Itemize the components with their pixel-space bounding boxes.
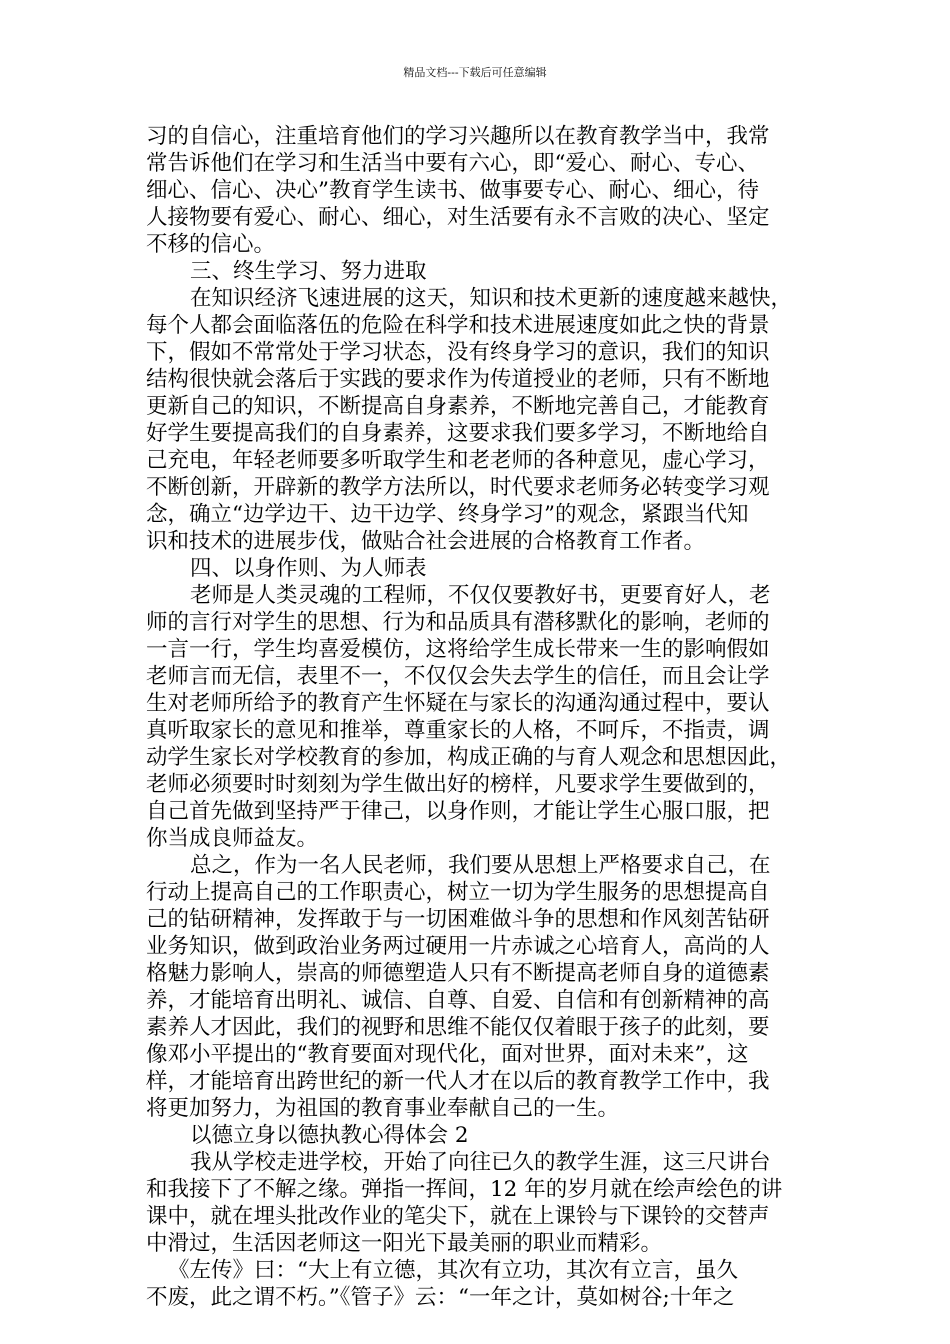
text-line: 业务知识，做到政治业务两过硬用一片赤诚之心培育人，高尚的人 bbox=[146, 934, 770, 959]
text-line: 自己首先做到坚持严于律己，以身作则，才能让学生心服口服，把 bbox=[146, 799, 770, 824]
page-header: 精品文档---下载后可任意编辑 bbox=[403, 66, 547, 79]
text-line: 老师是人类灵魂的工程师，不仅仅要教好书，更要育好人，老 bbox=[190, 583, 771, 608]
text-line: 你当成良师益友。 bbox=[146, 826, 319, 851]
text-line: 真听取家长的意见和推举，尊重家长的人格，不呵斥，不指责，调 bbox=[146, 718, 770, 743]
text-line: 三、终生学习、努力进取 bbox=[190, 259, 427, 284]
text-line: 素养人才因此，我们的视野和思维不能仅仅着眼于孩子的此刻，要 bbox=[146, 1015, 770, 1040]
text-line: 格魅力影响人，崇高的师德塑造人只有不断提高老师自身的道德素 bbox=[146, 961, 770, 986]
text-line: 中滑过，生活因老师这一阳光下最美丽的职业而精彩。 bbox=[146, 1231, 663, 1256]
text-line: 识和技术的进展步伐，做贴合社会进展的合格教育工作者。 bbox=[146, 529, 706, 554]
text-line: 行动上提高自己的工作职责心，树立一切为学生服务的思想提高自 bbox=[146, 880, 770, 905]
text-line: 细心、信心、决心”教育学生读书、做事要专心、耐心、细心，待 bbox=[146, 178, 759, 203]
text-line: 己的钻研精神，发挥敢于与一切困难做斗争的思想和作风刻苦钻研 bbox=[146, 907, 770, 932]
text-line: 老师必须要时时刻刻为学生做出好的榜样，凡要求学生要做到的， bbox=[146, 772, 770, 797]
text-line: 不移的信心。 bbox=[146, 232, 276, 257]
text-line: 以德立身以德执教心得体会 2 bbox=[190, 1123, 469, 1148]
text-line: 我从学校走进学校，开始了向往已久的教学生涯，这三尺讲台 bbox=[190, 1150, 771, 1175]
text-line: 常告诉他们在学习和生活当中要有六心，即“爱心、耐心、专心、 bbox=[146, 151, 759, 176]
text-line: 像邓小平提出的“教育要面对现代化，面对世界，面对未来”，这 bbox=[146, 1042, 749, 1067]
text-line: 总之，作为一名人民老师，我们要从思想上严格要求自己，在 bbox=[190, 853, 771, 878]
text-line: 养，才能培育出明礼、诚信、自尊、自爱、自信和有创新精神的高 bbox=[146, 988, 770, 1013]
text-line: 每个人都会面临落伍的危险在科学和技术进展速度如此之快的背景 bbox=[146, 313, 770, 338]
text-line: 己充电，年轻老师要多听取学生和老老师的各种意见，虚心学习， bbox=[146, 448, 770, 473]
text-line: 和我接下了不解之缘。弹指一挥间，12 年的岁月就在绘声绘色的讲 bbox=[146, 1177, 783, 1202]
text-line: 念，确立“边学边干、边干边学、终身学习”的观念，紧跟当代知 bbox=[146, 502, 749, 527]
text-line: 生对老师所给予的教育产生怀疑在与家长的沟通沟通过程中，要认 bbox=[146, 691, 770, 716]
text-line: 四、以身作则、为人师表 bbox=[190, 556, 427, 581]
text-line: 习的自信心，注重培育他们的学习兴趣所以在教育教学当中，我常 bbox=[146, 124, 770, 149]
text-line: 老师言而无信，表里不一，不仅仅会失去学生的信任，而且会让学 bbox=[146, 664, 770, 689]
text-line: 人接物要有爱心、耐心、细心，对生活要有永不言败的决心、坚定 bbox=[146, 205, 770, 230]
text-line: 《左传》曰：“大上有立德，其次有立功，其次有立言，虽久 bbox=[168, 1258, 738, 1283]
text-line: 好学生要提高我们的自身素养，这要求我们要多学习，不断地给自 bbox=[146, 421, 770, 446]
text-line: 动学生家长对学校教育的参加，构成正确的与育人观念和思想因此， bbox=[146, 745, 792, 770]
text-line: 更新自己的知识，不断提高自身素养，不断地完善自己，才能教育 bbox=[146, 394, 770, 419]
text-line: 结构很快就会落后于实践的要求作为传道授业的老师，只有不断地 bbox=[146, 367, 770, 392]
text-line: 下，假如不常常处于学习状态，没有终身学习的意识，我们的知识 bbox=[146, 340, 770, 365]
text-line: 不断创新，开辟新的教学方法所以，时代要求老师务必转变学习观 bbox=[146, 475, 770, 500]
text-line: 课中，就在埋头批改作业的笔尖下，就在上课铃与下课铃的交替声 bbox=[146, 1204, 770, 1229]
document-body bbox=[146, 123, 808, 1311]
text-line: 在知识经济飞速进展的这天，知识和技术更新的速度越来越快， bbox=[190, 286, 793, 311]
text-line: 不废，此之谓不朽。”《管子》云：“一年之计，莫如树谷;十年之 bbox=[146, 1285, 735, 1310]
text-line: 样，才能培育出跨世纪的新一代人才在以后的教育教学工作中，我 bbox=[146, 1069, 770, 1094]
text-line: 将更加努力，为祖国的教育事业奉献自己的一生。 bbox=[146, 1096, 620, 1121]
text-line: 师的言行对学生的思想、行为和品质具有潜移默化的影响，老师的 bbox=[146, 610, 770, 635]
text-line: 一言一行，学生均喜爱模仿，这将给学生成长带来一生的影响假如 bbox=[146, 637, 770, 662]
